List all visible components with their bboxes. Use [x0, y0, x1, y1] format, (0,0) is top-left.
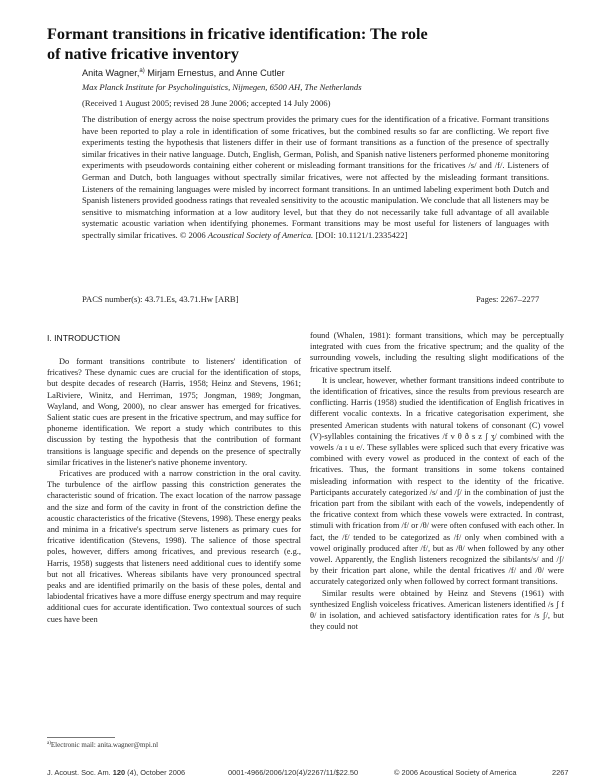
- affiliation: Max Planck Institute for Psycholinguistics, Nijmegen, 6500 AH, The Netherlands: [82, 82, 362, 92]
- footnote-mark: a): [47, 741, 51, 746]
- intro-paragraph-4: Similar results were obtained by Heinz and Stevens (1961) with synthesized English voiceless fricatives. American listeners identified /s ʃ f θ/ in isolation, and achieved satisfactory identification rates for /s ʃ/, but they could not: [310, 588, 564, 632]
- abstract-society: Acoustical Society of America.: [207, 229, 314, 240]
- paper-title-line-1: Formant transitions in fricative identification: The role: [47, 25, 428, 43]
- footnote-divider: [47, 737, 115, 738]
- received-dates: (Received 1 August 2005; revised 28 June 2006; accepted 14 July 2006): [82, 98, 331, 108]
- author-rest: Mirjam Ernestus, and Anne Cutler: [144, 68, 285, 78]
- paper-title: [47, 24, 567, 64]
- left-column: [47, 356, 301, 625]
- footer-issue: (4), October 2006: [125, 768, 186, 776]
- page-range: Pages: 2267–2277: [476, 294, 540, 304]
- footer-volume: 120: [112, 768, 126, 776]
- footer-copyright: © 2006 Acoustical Society of America: [394, 768, 517, 776]
- intro-paragraph-continued: found (Whalen, 1981): formant transitions, which may be perceptually integrated with cues from the fricative spectrum; and the quality of the surrounding vowels, including the resulting slight modifications of the fricative spectrum itself.: [310, 331, 564, 374]
- intro-paragraph-2: Fricatives are produced with a narrow constriction in the oral cavity. The turbulence of the airflow passing this constriction generates the characteristic sound of frication. The exact location of the narrow passage and the size and form of the cavity in front of the constriction define the acoustic characteristics of the fricative (Stevens, 1998). These energy peaks and minima in a fricative's spectrum serve listeners as primary cues for fricative identification (Stevens, 1998). The salience of those spectral poles, however, differs among fricatives, and previous research (e.g., Harris, 1958) suggests that listeners need additional cues to identify some but not all fricatives. Whereas sibilants have very pronounced spectral peaks and are identified primarily on the basis of these poles, dental and labiodental fricatives have a more diffuse energy spectrum and may require additional cues for accurate identification. Two contextual sources of such cues have been: [47, 469, 301, 624]
- footer-codes: 0001-4966/2006/120(4)/2267/11/$22.50: [228, 768, 359, 776]
- footnote-text: Electronic mail: anita.wagner@mpi.nl: [50, 741, 159, 749]
- intro-paragraph-3: It is unclear, however, whether formant transitions indeed contribute to the identification of fricatives, since the results from previous research are conflicting. Harris (1958) studied the identification of English fricatives in different vocalic contexts. In a fricative categorisation experiment, she presented American students with natural tokens of consonant (C) vowel (V)-syllables containing the fricatives /f v θ ð s z ʃ ʒ/ combined with the vowels /a ɪ u e/. These syllables were spliced such that every fricative was combined with every vowel as produced in the context of each of the fricatives. Thus, the formant transitions in some tokens contained misleading information with respect to the identity of the fricative. Participants accurately categorized /s/ and /ʃ/ in the combination of just the frication part from the sibilant with each of the vowels, independently of the fricative context from which these vowels were extracted. In contrast, stimuli with frication from /f/ or /θ/ were often confused with each other. In fact, the /f/ tended to be categorized as /f/ only when combined with a vowel originally produced after /f/, but as /θ/ when followed by any other vowel. Apparently, the English listeners recognized the sibilants/s/ and /ʃ/ by their frication part alone, while the dental fricatives /f/ and /θ/ were accurately categorized only when followed by correct formant transitions.: [310, 375, 564, 587]
- author-list: [82, 68, 285, 78]
- author-first: Anita Wagner,: [82, 68, 140, 78]
- abstract-text: The distribution of energy across the noise spectrum provides the primary cues for the identification of a fricative. Formant transitions have been reported to play a role in identification of some fricatives, but the combined results so far are conflicting. We report five experiments testing the hypothesis that listeners differ in their use of formant transitions as a function of the presence of spectrally similar fricatives in their native language. Dutch, English, German, Polish, and Spanish native listeners performed phoneme monitoring experiments with pseudowords containing either coherent or misleading formant transitions for the fricatives /s/ and /f/. Listeners of German and Dutch, both languages without spectrally similar fricatives, were not affected by the misleading formant transitions. Listeners of the remaining languages were misled by incorrect formant transitions. In an untimed labeling experiment both Dutch and Spanish listeners provided goodness ratings that revealed sensitivity to the acoustic manipulation. We conclude that all listeners may be sensitive to mismatching information at a low auditory level, but that they do not necessarily take full advantage of all available systematic acoustic variation when identifying phonemes. Formant transitions may be most useful for listeners of languages with spectrally similar fricatives. © 2006: [82, 114, 549, 240]
- pacs-numbers: PACS number(s): 43.71.Es, 43.71.Hw [ARB]: [82, 294, 239, 304]
- abstract-doi: [DOI: 10.1121/1.2335422]: [313, 229, 408, 240]
- abstract: [82, 114, 549, 242]
- right-column: [310, 330, 564, 632]
- intro-paragraph-1: Do formant transitions contribute to listeners' identification of fricatives? These dynamic cues are crucial for the identification of stops, but despite decades of research (Harris, 1958; Heinz and Stevens, 1961; LaRiviere, Winitz, and Herriman, 1975; Jongman, 1989; Jongman, Wayland, and Wong, 2000), no clear answer has emerged for fricatives. Salient static cues are present in the fricative spectrum, and may suffice for phoneme identification. We report a study which contributes to this discussion by testing the hypothesis that the contribution of formant transitions is language specific and depends on the presence of spectrally similar fricatives in the listener's native phoneme inventory.: [47, 357, 301, 467]
- author-footnote-mark: a): [139, 68, 145, 74]
- footer-journal: J. Acoust. Soc. Am.: [47, 768, 111, 776]
- footnote: [47, 741, 158, 749]
- paper-title-line-2: of native fricative inventory: [47, 45, 239, 63]
- section-heading: I. INTRODUCTION: [47, 333, 121, 343]
- footer-page-number: 2267: [552, 768, 569, 776]
- footer-citation: [47, 768, 185, 776]
